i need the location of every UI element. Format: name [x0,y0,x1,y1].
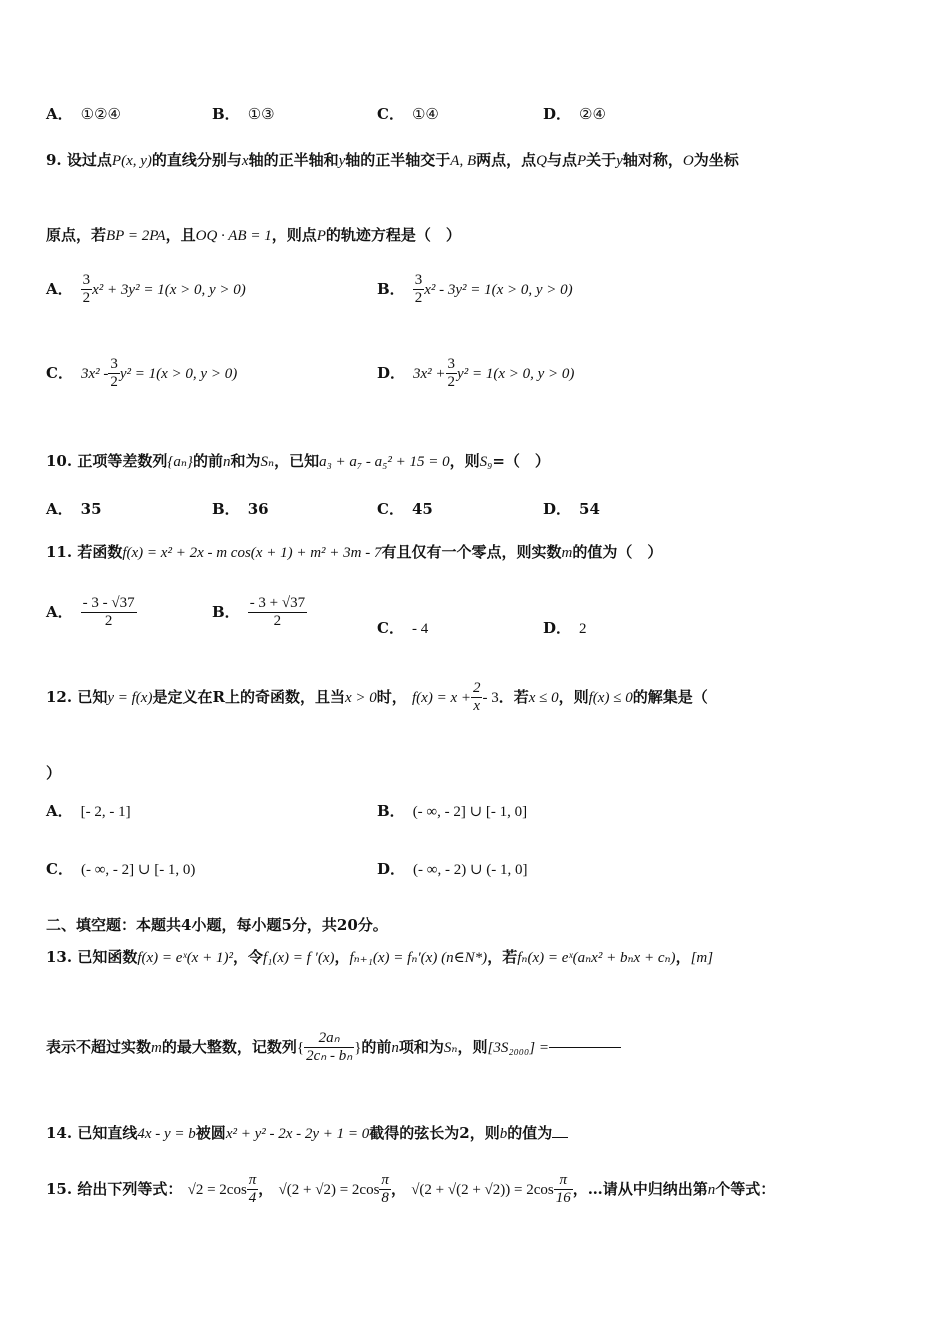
q8-option-c: C． ①④ [377,105,439,123]
q11-option-b: B． $\frac{- 3 + √37}{2}$ [212,595,306,630]
q12-stem: 12. 已知y = f(x)是定义在R上的奇函数，且当x > 0时， f(x) = x + $\frac{2}{x}$ - 3．若x ≤ 0，则f(x) ≤ 0的解集是（ [46,680,708,715]
q13-line-2: 表示不超过实数m的最大整数，记数列{ $\frac{\text{2aₙ}}{\text{2cₙ - bₙ}}$ }的前n项和为Sₙ，则[3S₂₀₀₀] = [46,1030,621,1066]
answer-blank [549,1047,621,1048]
q12-close-paren: ） [46,764,62,782]
q9-option-b: B． $\frac{3}{2}$ x² - 3y² = 1(x > 0, y > 0) [377,272,573,307]
fraction: $\frac{3}{2}$ [414,272,423,307]
fraction: $\frac{- 3 + √37}{2}$ [249,595,306,630]
fraction: $\frac{\text{2aₙ}}{\text{2cₙ - bₙ}}$ [306,1030,353,1065]
q15-stem: 15. 给出下列等式： √2 = 2cos $\frac{\pi}{4}$ ， √(2 + √2) = 2cos $\frac{\pi}{8}$ ， √(2 + √(2 + √2)) = 2cos $\frac{\pi}{16}$ ，…请从中归纳出第n个等式： [46,1172,776,1207]
q9-option-d: D． 3x² + $\frac{3}{2}$ y² = 1(x > 0, y > 0) [377,356,575,391]
q10-option-c: C． 45 [377,500,433,518]
q9-line-1: 9. 设过点P(x, y)的直线分别与x轴的正半轴和y轴的正半轴交于A, B两点，点Q与点P关于y轴对称，O为坐标 [46,151,739,169]
q12-option-d: D． (- ∞, - 2) ∪ (- 1, 0] [377,860,528,878]
q11-stem: 11. 若函数f(x) = x² + 2x - m cos(x + 1) + m² + 3m - 7有且仅有一个零点，则实数m的值为（ ） [46,543,663,561]
q9-option-a: A． $\frac{3}{2}$ x² + 3y² = 1(x > 0, y > 0) [46,272,246,307]
answer-blank [552,1137,568,1138]
fraction: $\frac{3}{2}$ [110,356,118,391]
q12-option-a: A． [- 2, - 1] [46,802,131,820]
fraction: $\frac{3}{2}$ [82,272,91,307]
q8-option-a: A． ①②④ [46,105,121,123]
q11-option-c: C． - 4 [377,619,429,637]
q8-option-b: B． ①③ [212,105,275,123]
fraction: $\frac{2}{x}$ [472,680,481,715]
q10-stem: 10. 正项等差数列{aₙ}的前n和为Sₙ，已知a₃ + a₇ - a₅² + 15 = 0，则S₉=（ ） [46,452,550,470]
q10-option-d: D． 54 [543,500,600,518]
q12-option-b: B． (- ∞, - 2] ∪ [- 1, 0] [377,802,528,820]
q11-option-d: D． 2 [543,619,587,637]
fraction: $\frac{- 3 - √37}{2}$ [82,595,135,630]
q8-option-d: D． ②④ [543,105,606,123]
section-heading: 二、填空题：本题共4小题，每小题5分，共20分。 [46,916,388,934]
q10-option-a: A． 35 [46,500,102,518]
fraction: $\frac{\pi}{4}$ [248,1172,257,1207]
q13-line-1: 13. 已知函数f(x) = eˣ(x + 1)²，令f₁(x) = f ′(x)，fₙ₊₁(x) = fₙ′(x) (n∈N*)，若fₙ(x) = eˣ(aₙx² + bₙx + cₙ)，[m] [46,948,714,966]
q14-stem: 14. 已知直线4x - y = b被圆x² + y² - 2x - 2y + 1 = 0截得的弦长为2，则b的值为 [46,1122,568,1143]
fraction: $\frac{3}{2}$ [447,356,456,391]
fraction: $\frac{\pi}{8}$ [381,1172,389,1207]
fraction: $\frac{\pi}{16}$ [555,1172,571,1207]
q11-option-a: A． $\frac{- 3 - √37}{2}$ [46,595,135,630]
q9-line-2: 原点，若BP = 2PA，且OQ · AB = 1，则点P的轨迹方程是（ ） [46,226,461,244]
q10-option-b: B． 36 [212,500,269,518]
q12-option-c: C． (- ∞, - 2] ∪ [- 1, 0) [46,860,196,878]
q9-option-c: C． 3x² - $\frac{3}{2}$ y² = 1(x > 0, y > 0) [46,356,238,391]
